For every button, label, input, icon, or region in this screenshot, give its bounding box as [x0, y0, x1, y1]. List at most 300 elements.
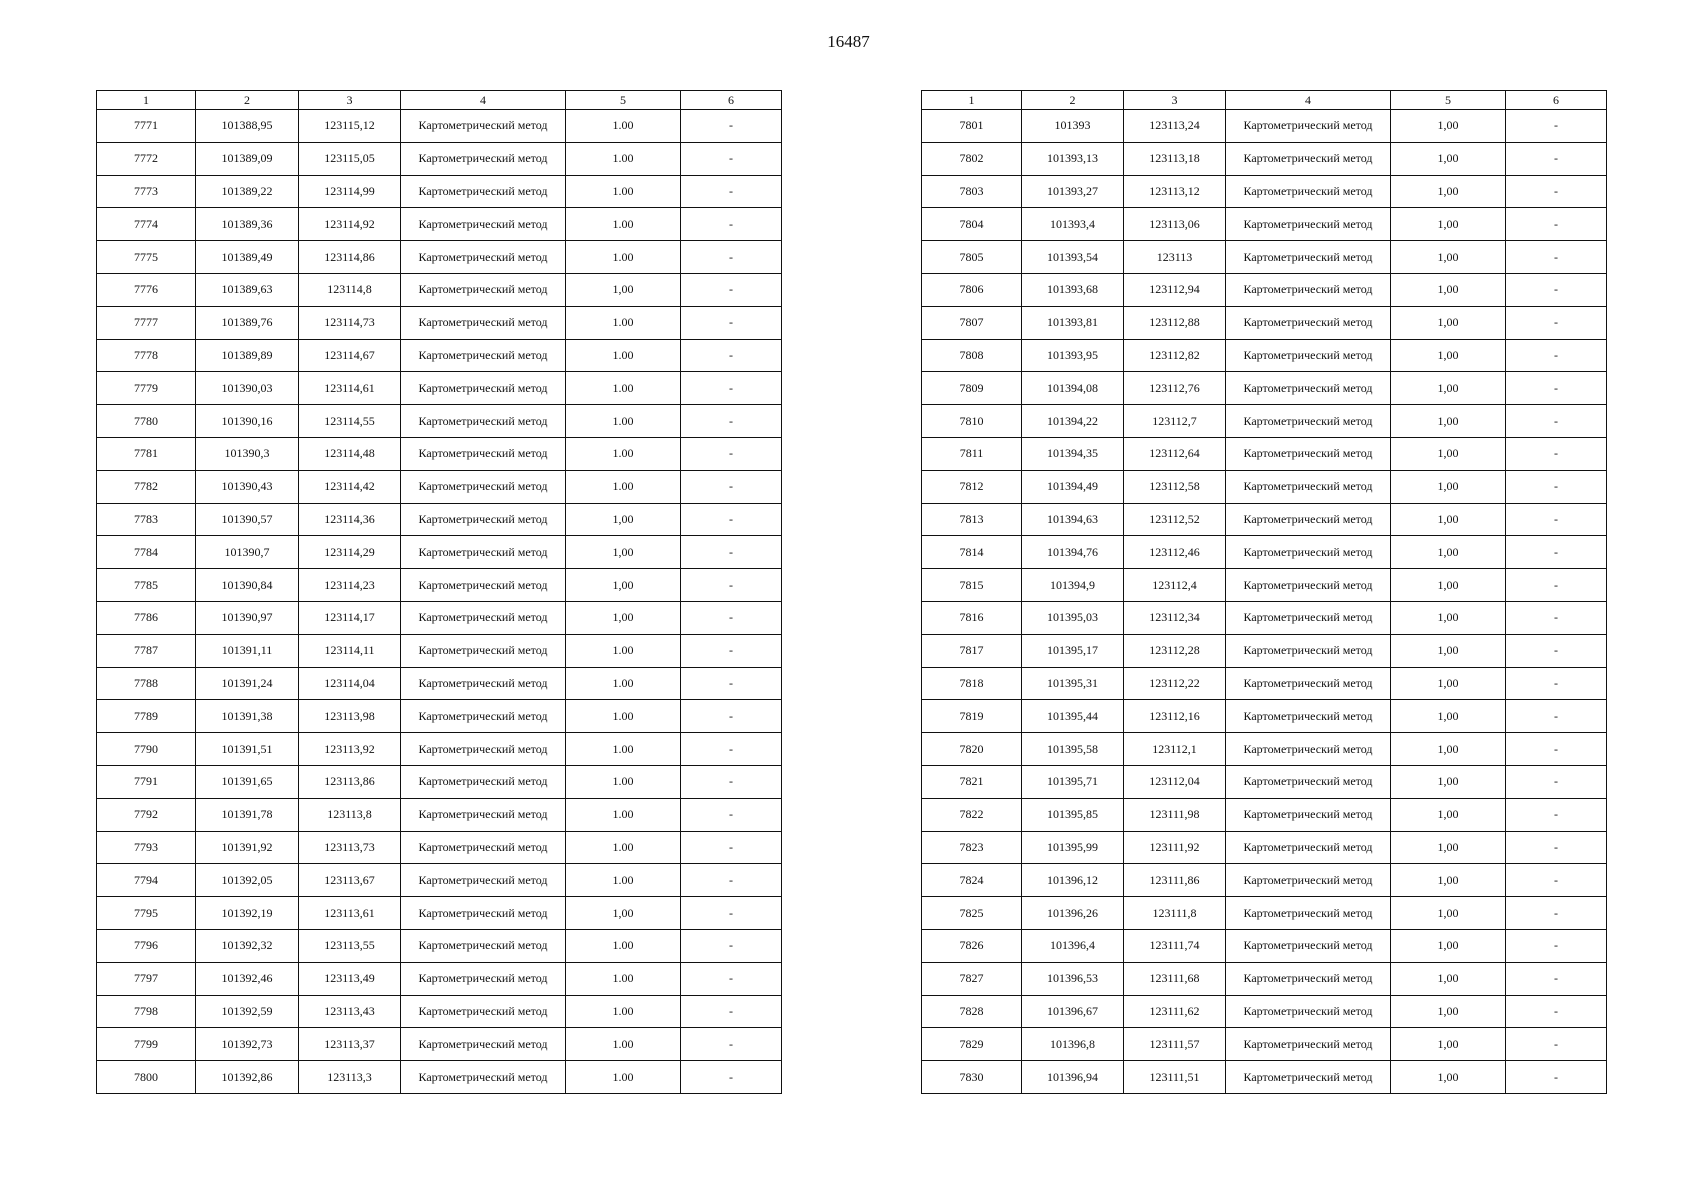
y-coordinate-cell: 123113,24 [1124, 110, 1226, 143]
y-coordinate-cell: 123112,04 [1124, 765, 1226, 798]
table-row [97, 831, 782, 864]
point-number-cell: 7771 [97, 110, 196, 143]
method-cell: Картометрический метод [1226, 503, 1391, 536]
column-header-4: 4 [1226, 91, 1391, 110]
point-number-cell: 7804 [922, 208, 1022, 241]
x-coordinate-cell: 101393,95 [1022, 339, 1124, 372]
table-row [97, 306, 782, 339]
note-cell: - [681, 503, 782, 536]
accuracy-cell: 1,00 [1391, 437, 1506, 470]
x-coordinate-cell: 101391,38 [196, 700, 299, 733]
point-number-cell: 7828 [922, 995, 1022, 1028]
y-coordinate-cell: 123115,12 [299, 110, 401, 143]
point-number-cell: 7818 [922, 667, 1022, 700]
point-number-cell: 7800 [97, 1061, 196, 1094]
x-coordinate-cell: 101390,16 [196, 405, 299, 438]
note-cell: - [1506, 372, 1607, 405]
accuracy-cell: 1,00 [1391, 864, 1506, 897]
accuracy-cell: 1,00 [1391, 962, 1506, 995]
accuracy-cell: 1.00 [566, 765, 681, 798]
note-cell: - [681, 733, 782, 766]
method-cell: Картометрический метод [401, 962, 566, 995]
column-header-3: 3 [299, 91, 401, 110]
note-cell: - [681, 700, 782, 733]
note-cell: - [681, 372, 782, 405]
accuracy-cell: 1,00 [1391, 733, 1506, 766]
method-cell: Картометрический метод [401, 765, 566, 798]
note-cell: - [1506, 864, 1607, 897]
y-coordinate-cell: 123114,36 [299, 503, 401, 536]
table-row [97, 995, 782, 1028]
note-cell: - [1506, 470, 1607, 503]
x-coordinate-cell: 101394,9 [1022, 569, 1124, 602]
point-number-cell: 7799 [97, 1028, 196, 1061]
accuracy-cell: 1,00 [1391, 831, 1506, 864]
accuracy-cell: 1.00 [566, 700, 681, 733]
method-cell: Картометрический метод [401, 241, 566, 274]
method-cell: Картометрический метод [401, 798, 566, 831]
table-row [922, 995, 1607, 1028]
table-row [922, 470, 1607, 503]
table-row [97, 1028, 782, 1061]
note-cell: - [681, 864, 782, 897]
accuracy-cell: 1,00 [1391, 765, 1506, 798]
table-row [922, 175, 1607, 208]
y-coordinate-cell: 123114,17 [299, 601, 401, 634]
table-row [97, 634, 782, 667]
table-row [922, 700, 1607, 733]
table-row [922, 864, 1607, 897]
table-row [922, 405, 1607, 438]
page-number: 16487 [827, 32, 870, 51]
point-number-cell: 7794 [97, 864, 196, 897]
table-row [922, 241, 1607, 274]
y-coordinate-cell: 123112,76 [1124, 372, 1226, 405]
note-cell: - [1506, 208, 1607, 241]
y-coordinate-cell: 123112,16 [1124, 700, 1226, 733]
note-cell: - [681, 1028, 782, 1061]
table-row [97, 372, 782, 405]
method-cell: Картометрический метод [1226, 110, 1391, 143]
y-coordinate-cell: 123112,7 [1124, 405, 1226, 438]
x-coordinate-cell: 101389,63 [196, 273, 299, 306]
table-row [922, 1028, 1607, 1061]
note-cell: - [1506, 142, 1607, 175]
accuracy-cell: 1,00 [1391, 798, 1506, 831]
x-coordinate-cell: 101389,49 [196, 241, 299, 274]
point-number-cell: 7792 [97, 798, 196, 831]
method-cell: Картометрический метод [401, 503, 566, 536]
column-header-6: 6 [1506, 91, 1607, 110]
point-number-cell: 7773 [97, 175, 196, 208]
point-number-cell: 7796 [97, 929, 196, 962]
note-cell: - [681, 798, 782, 831]
x-coordinate-cell: 101393,68 [1022, 273, 1124, 306]
x-coordinate-cell: 101393,54 [1022, 241, 1124, 274]
x-coordinate-cell: 101390,7 [196, 536, 299, 569]
table-row [97, 339, 782, 372]
accuracy-cell: 1,00 [566, 897, 681, 930]
y-coordinate-cell: 123113,67 [299, 864, 401, 897]
y-coordinate-cell: 123113,18 [1124, 142, 1226, 175]
x-coordinate-cell: 101393,27 [1022, 175, 1124, 208]
column-header-5: 5 [566, 91, 681, 110]
table-row [97, 110, 782, 143]
point-number-cell: 7787 [97, 634, 196, 667]
x-coordinate-cell: 101392,59 [196, 995, 299, 1028]
note-cell: - [1506, 241, 1607, 274]
accuracy-cell: 1,00 [1391, 569, 1506, 602]
note-cell: - [681, 110, 782, 143]
table-header-row [97, 91, 782, 110]
method-cell: Картометрический метод [401, 897, 566, 930]
y-coordinate-cell: 123112,4 [1124, 569, 1226, 602]
x-coordinate-cell: 101392,05 [196, 864, 299, 897]
point-number-cell: 7816 [922, 601, 1022, 634]
accuracy-cell: 1.00 [566, 798, 681, 831]
method-cell: Картометрический метод [1226, 208, 1391, 241]
table-row [922, 1061, 1607, 1094]
table-row [97, 864, 782, 897]
y-coordinate-cell: 123112,52 [1124, 503, 1226, 536]
note-cell: - [1506, 733, 1607, 766]
x-coordinate-cell: 101396,4 [1022, 929, 1124, 962]
table-row [922, 306, 1607, 339]
accuracy-cell: 1.00 [566, 962, 681, 995]
note-cell: - [1506, 405, 1607, 438]
point-number-cell: 7774 [97, 208, 196, 241]
accuracy-cell: 1.00 [566, 929, 681, 962]
method-cell: Картометрический метод [401, 175, 566, 208]
accuracy-cell: 1,00 [1391, 897, 1506, 930]
column-header-6: 6 [681, 91, 782, 110]
note-cell: - [681, 142, 782, 175]
method-cell: Картометрический метод [1226, 634, 1391, 667]
note-cell: - [681, 536, 782, 569]
point-number-cell: 7812 [922, 470, 1022, 503]
note-cell: - [681, 405, 782, 438]
table-row [922, 601, 1607, 634]
method-cell: Картометрический метод [1226, 142, 1391, 175]
table-row [97, 667, 782, 700]
method-cell: Картометрический метод [401, 1028, 566, 1061]
table-row [97, 1061, 782, 1094]
table-row [97, 798, 782, 831]
x-coordinate-cell: 101396,8 [1022, 1028, 1124, 1061]
y-coordinate-cell: 123115,05 [299, 142, 401, 175]
note-cell: - [1506, 175, 1607, 208]
y-coordinate-cell: 123113,98 [299, 700, 401, 733]
note-cell: - [1506, 1028, 1607, 1061]
x-coordinate-cell: 101390,84 [196, 569, 299, 602]
accuracy-cell: 1,00 [1391, 306, 1506, 339]
method-cell: Картометрический метод [401, 700, 566, 733]
x-coordinate-cell: 101395,17 [1022, 634, 1124, 667]
table-row [922, 437, 1607, 470]
accuracy-cell: 1.00 [566, 110, 681, 143]
x-coordinate-cell: 101391,65 [196, 765, 299, 798]
accuracy-cell: 1,00 [1391, 1028, 1506, 1061]
table-row [97, 733, 782, 766]
table-row [922, 831, 1607, 864]
coordinates-table-right [921, 90, 1607, 1094]
x-coordinate-cell: 101389,22 [196, 175, 299, 208]
y-coordinate-cell: 123114,11 [299, 634, 401, 667]
y-coordinate-cell: 123111,74 [1124, 929, 1226, 962]
x-coordinate-cell: 101394,08 [1022, 372, 1124, 405]
method-cell: Картометрический метод [401, 601, 566, 634]
method-cell: Картометрический метод [1226, 306, 1391, 339]
column-header-3: 3 [1124, 91, 1226, 110]
column-header-1: 1 [922, 91, 1022, 110]
x-coordinate-cell: 101388,95 [196, 110, 299, 143]
method-cell: Картометрический метод [401, 273, 566, 306]
method-cell: Картометрический метод [1226, 405, 1391, 438]
note-cell: - [681, 470, 782, 503]
accuracy-cell: 1.00 [566, 372, 681, 405]
accuracy-cell: 1,00 [1391, 241, 1506, 274]
table-row [97, 569, 782, 602]
accuracy-cell: 1,00 [1391, 405, 1506, 438]
y-coordinate-cell: 123111,68 [1124, 962, 1226, 995]
note-cell: - [1506, 634, 1607, 667]
y-coordinate-cell: 123113,12 [1124, 175, 1226, 208]
y-coordinate-cell: 123113,55 [299, 929, 401, 962]
method-cell: Картометрический метод [1226, 569, 1391, 602]
note-cell: - [1506, 798, 1607, 831]
accuracy-cell: 1.00 [566, 733, 681, 766]
table-row [97, 175, 782, 208]
table-row [97, 470, 782, 503]
point-number-cell: 7797 [97, 962, 196, 995]
table-row [922, 962, 1607, 995]
accuracy-cell: 1,00 [1391, 929, 1506, 962]
point-number-cell: 7824 [922, 864, 1022, 897]
note-cell: - [1506, 536, 1607, 569]
y-coordinate-cell: 123111,92 [1124, 831, 1226, 864]
point-number-cell: 7777 [97, 306, 196, 339]
y-coordinate-cell: 123111,8 [1124, 897, 1226, 930]
note-cell: - [1506, 995, 1607, 1028]
point-number-cell: 7829 [922, 1028, 1022, 1061]
table-row [922, 110, 1607, 143]
note-cell: - [681, 667, 782, 700]
note-cell: - [681, 339, 782, 372]
table-row [922, 929, 1607, 962]
note-cell: - [1506, 897, 1607, 930]
accuracy-cell: 1,00 [1391, 110, 1506, 143]
table-row [922, 733, 1607, 766]
y-coordinate-cell: 123114,8 [299, 273, 401, 306]
method-cell: Картометрический метод [1226, 339, 1391, 372]
table-row [922, 667, 1607, 700]
point-number-cell: 7807 [922, 306, 1022, 339]
x-coordinate-cell: 101389,09 [196, 142, 299, 175]
y-coordinate-cell: 123112,34 [1124, 601, 1226, 634]
y-coordinate-cell: 123114,04 [299, 667, 401, 700]
accuracy-cell: 1,00 [1391, 601, 1506, 634]
x-coordinate-cell: 101394,35 [1022, 437, 1124, 470]
table-row [922, 273, 1607, 306]
x-coordinate-cell: 101395,31 [1022, 667, 1124, 700]
x-coordinate-cell: 101395,03 [1022, 601, 1124, 634]
note-cell: - [681, 569, 782, 602]
method-cell: Картометрический метод [401, 929, 566, 962]
y-coordinate-cell: 123112,88 [1124, 306, 1226, 339]
x-coordinate-cell: 101389,89 [196, 339, 299, 372]
y-coordinate-cell: 123112,46 [1124, 536, 1226, 569]
note-cell: - [681, 175, 782, 208]
x-coordinate-cell: 101391,78 [196, 798, 299, 831]
note-cell: - [1506, 700, 1607, 733]
point-number-cell: 7814 [922, 536, 1022, 569]
y-coordinate-cell: 123113,43 [299, 995, 401, 1028]
point-number-cell: 7811 [922, 437, 1022, 470]
table-row [97, 601, 782, 634]
note-cell: - [681, 634, 782, 667]
x-coordinate-cell: 101391,24 [196, 667, 299, 700]
accuracy-cell: 1,00 [566, 536, 681, 569]
y-coordinate-cell: 123113,49 [299, 962, 401, 995]
method-cell: Картометрический метод [1226, 831, 1391, 864]
method-cell: Картометрический метод [1226, 601, 1391, 634]
accuracy-cell: 1,00 [1391, 175, 1506, 208]
accuracy-cell: 1.00 [566, 437, 681, 470]
column-header-1: 1 [97, 91, 196, 110]
point-number-cell: 7805 [922, 241, 1022, 274]
point-number-cell: 7823 [922, 831, 1022, 864]
method-cell: Картометрический метод [401, 831, 566, 864]
note-cell: - [681, 601, 782, 634]
table-row [922, 765, 1607, 798]
accuracy-cell: 1,00 [1391, 372, 1506, 405]
table-row [922, 536, 1607, 569]
method-cell: Картометрический метод [1226, 273, 1391, 306]
accuracy-cell: 1.00 [566, 241, 681, 274]
point-number-cell: 7790 [97, 733, 196, 766]
method-cell: Картометрический метод [401, 110, 566, 143]
method-cell: Картометрический метод [1226, 667, 1391, 700]
note-cell: - [1506, 831, 1607, 864]
accuracy-cell: 1.00 [566, 634, 681, 667]
accuracy-cell: 1,00 [1391, 470, 1506, 503]
point-number-cell: 7779 [97, 372, 196, 405]
method-cell: Картометрический метод [401, 142, 566, 175]
y-coordinate-cell: 123114,86 [299, 241, 401, 274]
note-cell: - [681, 1061, 782, 1094]
y-coordinate-cell: 123114,42 [299, 470, 401, 503]
point-number-cell: 7813 [922, 503, 1022, 536]
table-row [97, 765, 782, 798]
accuracy-cell: 1,00 [1391, 503, 1506, 536]
x-coordinate-cell: 101390,97 [196, 601, 299, 634]
x-coordinate-cell: 101391,51 [196, 733, 299, 766]
note-cell: - [1506, 601, 1607, 634]
point-number-cell: 7793 [97, 831, 196, 864]
accuracy-cell: 1,00 [566, 503, 681, 536]
method-cell: Картометрический метод [401, 339, 566, 372]
table-row [922, 503, 1607, 536]
method-cell: Картометрический метод [1226, 437, 1391, 470]
x-coordinate-cell: 101392,32 [196, 929, 299, 962]
accuracy-cell: 1,00 [1391, 634, 1506, 667]
note-cell: - [681, 241, 782, 274]
note-cell: - [681, 929, 782, 962]
accuracy-cell: 1,00 [1391, 142, 1506, 175]
table-row [97, 273, 782, 306]
point-number-cell: 7825 [922, 897, 1022, 930]
y-coordinate-cell: 123114,23 [299, 569, 401, 602]
note-cell: - [1506, 339, 1607, 372]
note-cell: - [681, 765, 782, 798]
x-coordinate-cell: 101396,12 [1022, 864, 1124, 897]
point-number-cell: 7830 [922, 1061, 1022, 1094]
coordinates-table-left [96, 90, 782, 1094]
method-cell: Картометрический метод [1226, 700, 1391, 733]
point-number-cell: 7820 [922, 733, 1022, 766]
point-number-cell: 7775 [97, 241, 196, 274]
table-row [97, 503, 782, 536]
x-coordinate-cell: 101390,57 [196, 503, 299, 536]
method-cell: Картометрический метод [401, 208, 566, 241]
point-number-cell: 7786 [97, 601, 196, 634]
y-coordinate-cell: 123114,73 [299, 306, 401, 339]
note-cell: - [681, 897, 782, 930]
note-cell: - [681, 208, 782, 241]
y-coordinate-cell: 123114,29 [299, 536, 401, 569]
point-number-cell: 7785 [97, 569, 196, 602]
x-coordinate-cell: 101394,76 [1022, 536, 1124, 569]
note-cell: - [681, 437, 782, 470]
x-coordinate-cell: 101391,11 [196, 634, 299, 667]
accuracy-cell: 1,00 [1391, 273, 1506, 306]
point-number-cell: 7806 [922, 273, 1022, 306]
y-coordinate-cell: 123113,92 [299, 733, 401, 766]
point-number-cell: 7789 [97, 700, 196, 733]
accuracy-cell: 1,00 [566, 273, 681, 306]
y-coordinate-cell: 123112,1 [1124, 733, 1226, 766]
note-cell: - [1506, 1061, 1607, 1094]
y-coordinate-cell: 123113,3 [299, 1061, 401, 1094]
method-cell: Картометрический метод [1226, 733, 1391, 766]
y-coordinate-cell: 123112,28 [1124, 634, 1226, 667]
x-coordinate-cell: 101390,3 [196, 437, 299, 470]
table-row [922, 339, 1607, 372]
accuracy-cell: 1,00 [1391, 700, 1506, 733]
method-cell: Картометрический метод [401, 437, 566, 470]
method-cell: Картометрический метод [401, 864, 566, 897]
table-row [97, 897, 782, 930]
point-number-cell: 7815 [922, 569, 1022, 602]
accuracy-cell: 1.00 [566, 142, 681, 175]
x-coordinate-cell: 101393 [1022, 110, 1124, 143]
method-cell: Картометрический метод [401, 1061, 566, 1094]
note-cell: - [681, 995, 782, 1028]
point-number-cell: 7821 [922, 765, 1022, 798]
y-coordinate-cell: 123112,82 [1124, 339, 1226, 372]
note-cell: - [1506, 929, 1607, 962]
method-cell: Картометрический метод [401, 667, 566, 700]
method-cell: Картометрический метод [1226, 536, 1391, 569]
point-number-cell: 7802 [922, 142, 1022, 175]
accuracy-cell: 1.00 [566, 864, 681, 897]
table-row [922, 634, 1607, 667]
note-cell: - [1506, 110, 1607, 143]
point-number-cell: 7784 [97, 536, 196, 569]
table-row [97, 241, 782, 274]
table-row [922, 569, 1607, 602]
x-coordinate-cell: 101390,03 [196, 372, 299, 405]
